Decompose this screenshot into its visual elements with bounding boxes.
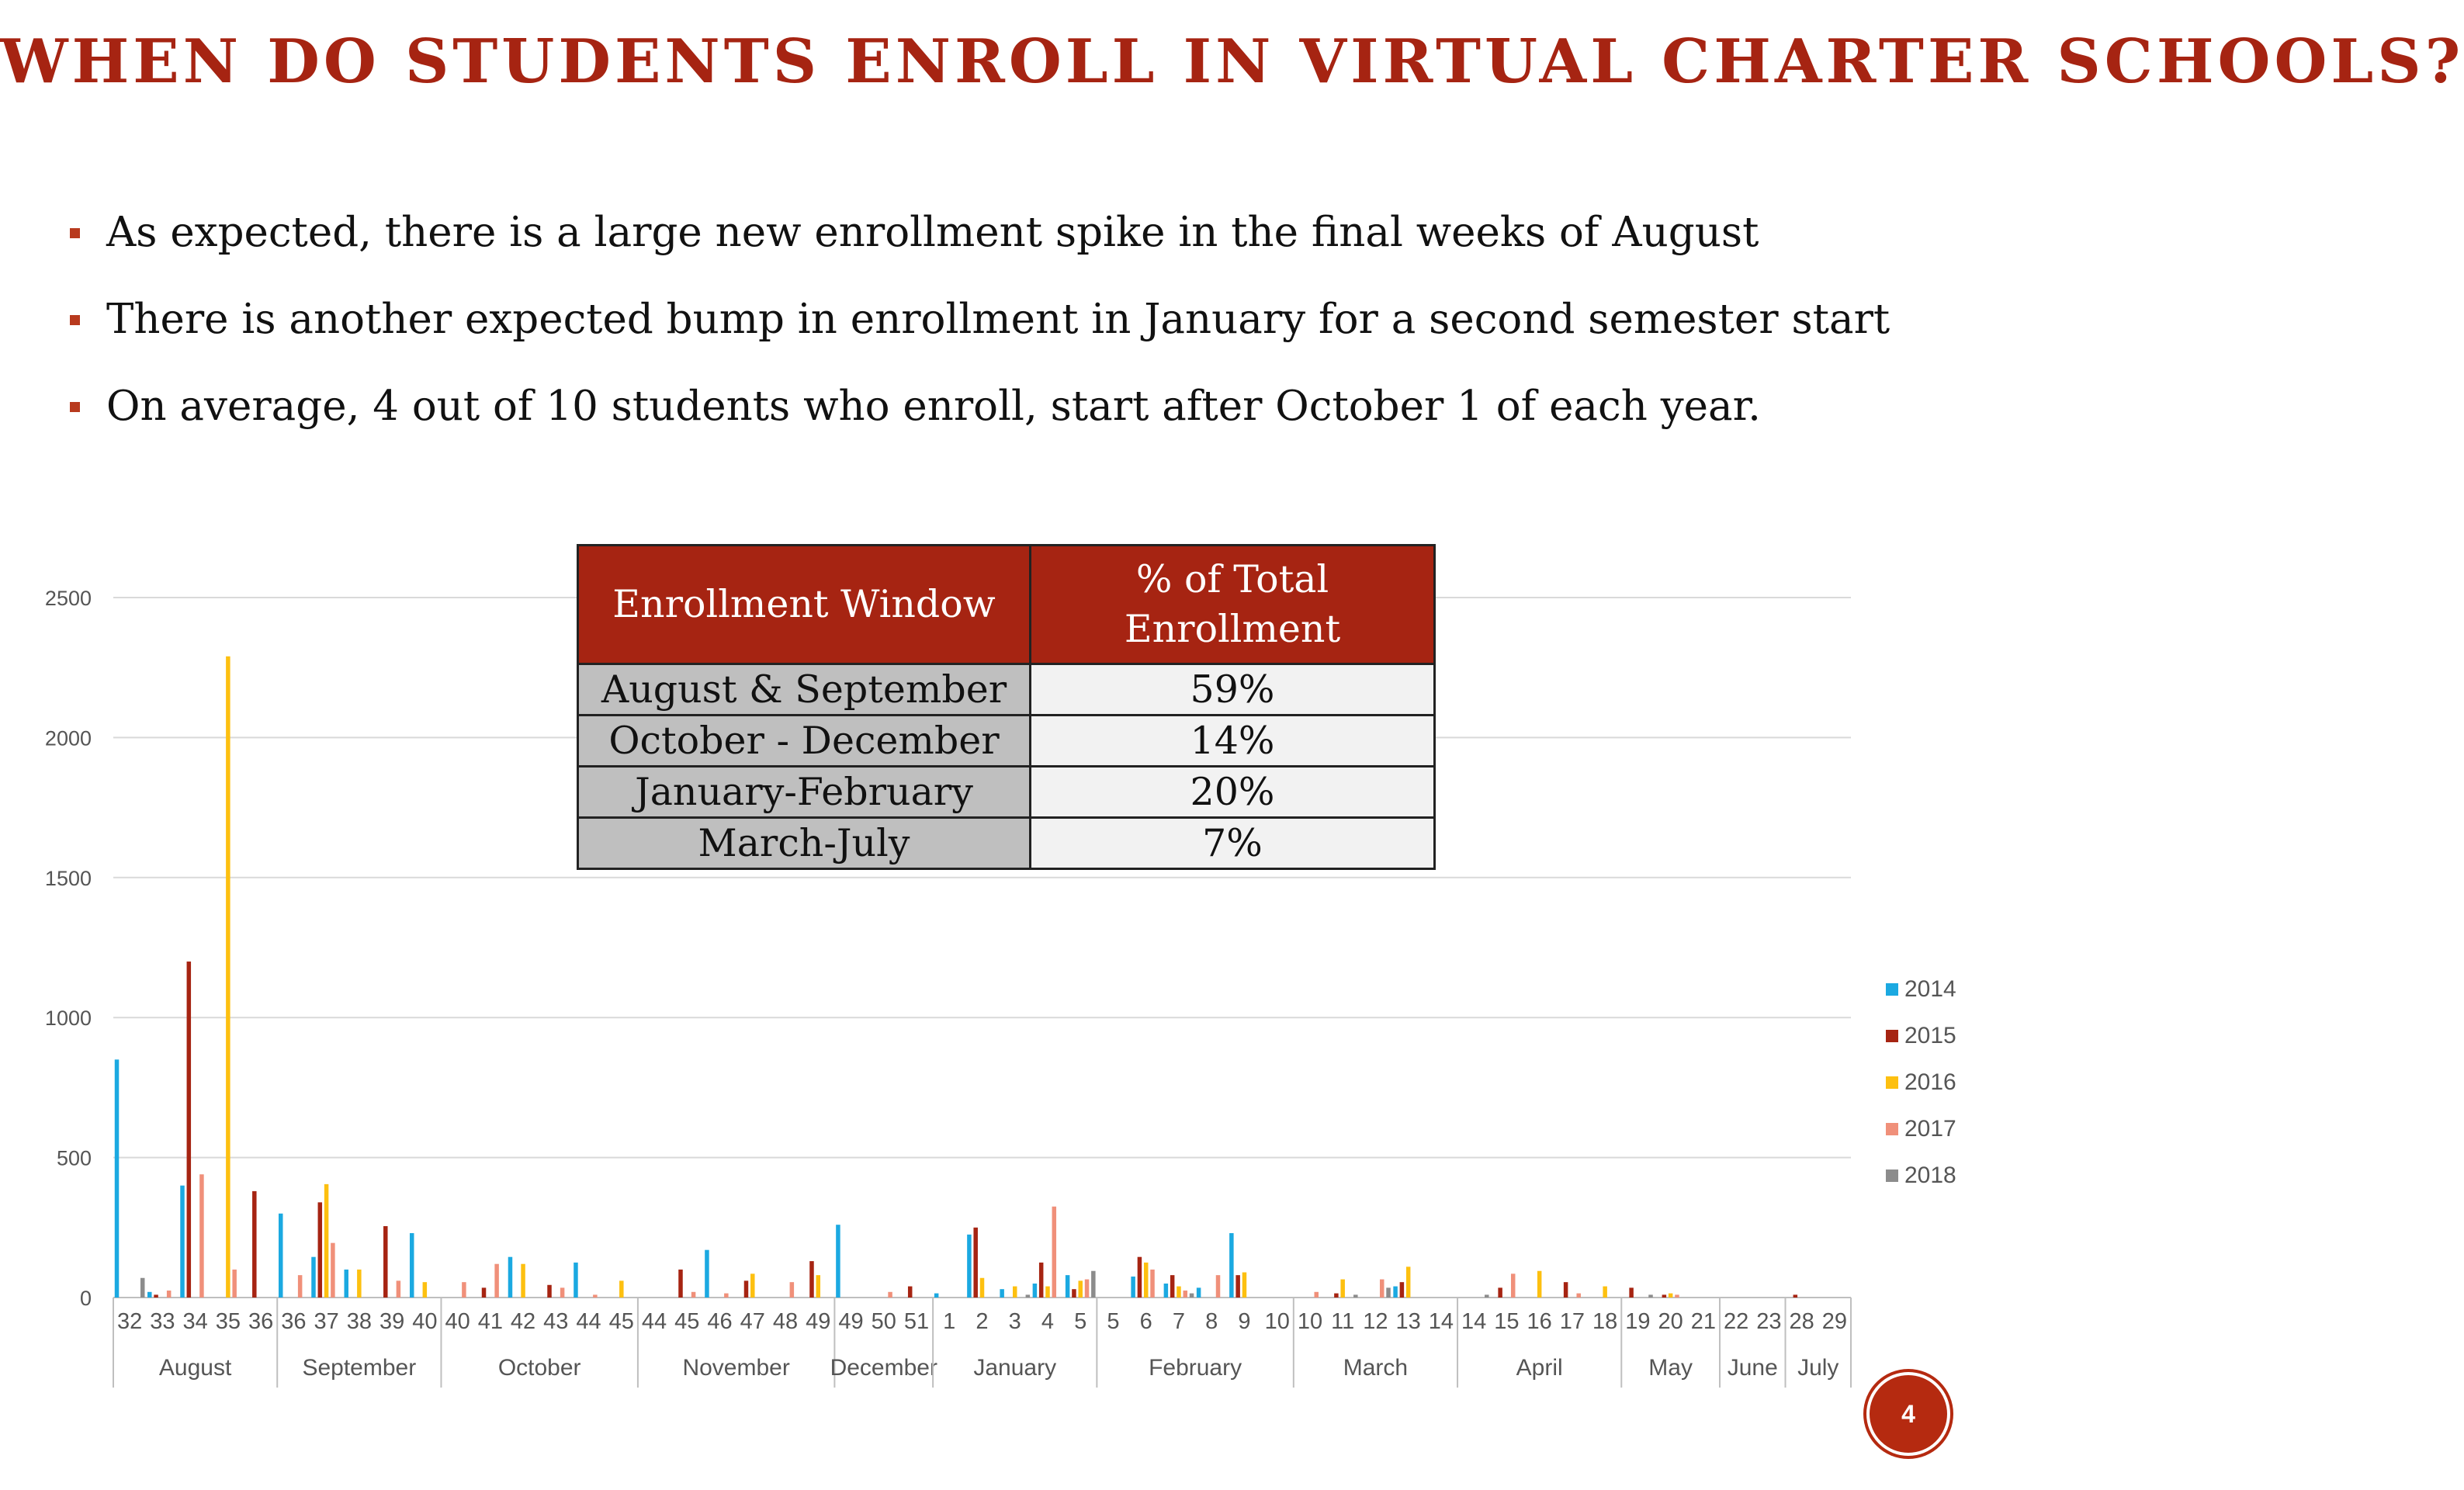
legend-swatch-icon bbox=[1886, 1076, 1898, 1089]
bar-2017 bbox=[888, 1292, 892, 1298]
bar-2017 bbox=[232, 1270, 237, 1298]
bar-2018 bbox=[1386, 1287, 1391, 1298]
bar-2017 bbox=[494, 1264, 499, 1298]
bar-2015 bbox=[547, 1285, 552, 1298]
x-tick-label: 32 bbox=[116, 1309, 143, 1334]
x-tick-label: 28 bbox=[1789, 1309, 1814, 1334]
table-row bbox=[578, 716, 1435, 767]
bar-2016 bbox=[1078, 1280, 1083, 1298]
month-label: March bbox=[1343, 1355, 1409, 1381]
month-label: December bbox=[830, 1355, 937, 1381]
month-label: May bbox=[1648, 1355, 1693, 1381]
bar-2014 bbox=[1066, 1275, 1070, 1298]
x-tick-label: 40 bbox=[445, 1309, 470, 1334]
x-tick-label: 36 bbox=[281, 1309, 307, 1334]
bar-2014 bbox=[934, 1294, 939, 1298]
bar-2015 bbox=[973, 1228, 978, 1298]
bar-2017 bbox=[199, 1174, 204, 1298]
x-tick-label: 35 bbox=[215, 1309, 241, 1334]
bullet-text: There is another expected bump in enrollment in January for a second semester start bbox=[106, 296, 1890, 343]
month-label: November bbox=[682, 1355, 790, 1381]
legend-item bbox=[1886, 1059, 1956, 1106]
bar-2015 bbox=[482, 1287, 487, 1298]
bar-2014 bbox=[344, 1270, 348, 1298]
header-enrollment-window: Enrollment Window bbox=[578, 546, 1031, 664]
y-tick-label: 1500 bbox=[44, 866, 92, 890]
bullet-text: On average, 4 out of 10 students who enroll, start after October 1 of each year. bbox=[106, 383, 1761, 430]
bar-2014 bbox=[1000, 1289, 1004, 1298]
x-tick-label: 4 bbox=[1041, 1309, 1055, 1334]
bar-2015 bbox=[1334, 1294, 1339, 1298]
month-label: July bbox=[1797, 1355, 1839, 1381]
window-cell: August & September bbox=[578, 664, 1031, 716]
x-tick-label: 21 bbox=[1690, 1309, 1717, 1334]
x-tick-label: 44 bbox=[641, 1309, 667, 1334]
chart-legend bbox=[1886, 966, 1956, 1199]
bar-2014 bbox=[508, 1257, 513, 1298]
x-tick-label: 7 bbox=[1172, 1309, 1186, 1334]
bar-2017 bbox=[1216, 1275, 1221, 1298]
x-tick-label: 46 bbox=[707, 1309, 733, 1334]
window-cell: October - December bbox=[578, 716, 1031, 767]
bar-2015 bbox=[1039, 1263, 1044, 1298]
x-tick-label: 45 bbox=[608, 1309, 634, 1334]
bar-2014 bbox=[1393, 1287, 1398, 1298]
bullet-text: As expected, there is a large new enrollment spike in the final weeks of August bbox=[106, 209, 1759, 256]
x-tick-label: 44 bbox=[576, 1309, 601, 1334]
bar-2015 bbox=[1662, 1294, 1667, 1298]
bar-2018 bbox=[1648, 1294, 1653, 1298]
x-tick-label: 17 bbox=[1559, 1309, 1585, 1334]
bar-2016 bbox=[750, 1273, 755, 1298]
x-tick-label: 16 bbox=[1527, 1309, 1552, 1334]
bar-2016 bbox=[980, 1278, 985, 1298]
bar-2015 bbox=[187, 962, 192, 1298]
bar-2017 bbox=[298, 1275, 303, 1298]
legend-label: 2016 bbox=[1904, 1069, 1956, 1095]
bar-2017 bbox=[1576, 1294, 1581, 1298]
month-label: January bbox=[973, 1355, 1057, 1381]
bar-2016 bbox=[423, 1282, 428, 1298]
y-tick-label: 2500 bbox=[44, 587, 92, 610]
bar-2017 bbox=[593, 1294, 598, 1298]
bar-2016 bbox=[1045, 1287, 1050, 1298]
bar-2015 bbox=[318, 1202, 323, 1298]
bar-2015 bbox=[154, 1294, 158, 1298]
bar-2017 bbox=[1052, 1207, 1057, 1298]
x-tick-label: 48 bbox=[772, 1309, 799, 1334]
legend-label: 2014 bbox=[1904, 976, 1956, 1002]
bar-2015 bbox=[1235, 1275, 1240, 1298]
bar-2015 bbox=[1629, 1287, 1634, 1298]
bar-2016 bbox=[521, 1264, 525, 1298]
bar-2016 bbox=[226, 657, 230, 1298]
x-tick-label: 41 bbox=[477, 1309, 503, 1334]
x-tick-label: 10 bbox=[1297, 1309, 1323, 1334]
bar-2016 bbox=[816, 1275, 821, 1298]
page-number-badge: 4 bbox=[1866, 1372, 1950, 1456]
bar-2014 bbox=[1197, 1287, 1201, 1298]
legend-label: 2015 bbox=[1904, 1023, 1956, 1048]
header-pct-total: % of Total Enrollment bbox=[1031, 546, 1435, 664]
legend-label: 2018 bbox=[1904, 1163, 1956, 1188]
legend-swatch-icon bbox=[1886, 1169, 1898, 1182]
x-tick-label: 19 bbox=[1625, 1309, 1651, 1334]
legend-item bbox=[1886, 1013, 1956, 1059]
x-tick-label: 5 bbox=[1107, 1309, 1120, 1334]
month-label: September bbox=[302, 1355, 417, 1381]
bar-2016 bbox=[1537, 1271, 1542, 1298]
bar-2017 bbox=[331, 1243, 335, 1298]
bar-2017 bbox=[462, 1282, 466, 1298]
bar-2017 bbox=[1675, 1294, 1679, 1298]
bar-2015 bbox=[383, 1226, 388, 1298]
x-tick-label: 6 bbox=[1139, 1309, 1152, 1334]
month-label: August bbox=[158, 1355, 232, 1381]
bar-2015 bbox=[1400, 1282, 1405, 1298]
bar-2015 bbox=[1498, 1287, 1502, 1298]
x-tick-label: 39 bbox=[379, 1309, 405, 1334]
bar-2014 bbox=[574, 1263, 578, 1298]
x-tick-label: 29 bbox=[1821, 1309, 1848, 1334]
slide-title: WHEN DO STUDENTS ENROLL IN VIRTUAL CHARTER SCHOOLS? bbox=[0, 26, 2464, 97]
bar-2015 bbox=[908, 1287, 913, 1298]
x-tick-label: 49 bbox=[806, 1309, 831, 1334]
pct-cell: 7% bbox=[1031, 818, 1435, 869]
bar-2018 bbox=[1091, 1271, 1096, 1298]
x-tick-label: 38 bbox=[346, 1309, 372, 1334]
bar-2017 bbox=[560, 1287, 565, 1298]
x-tick-label: 20 bbox=[1658, 1309, 1683, 1334]
bar-2015 bbox=[1138, 1257, 1142, 1298]
legend-item bbox=[1886, 1106, 1956, 1152]
bar-2017 bbox=[167, 1291, 172, 1298]
legend-swatch-icon bbox=[1886, 983, 1898, 996]
bar-2017 bbox=[1150, 1270, 1155, 1298]
bar-2014 bbox=[1131, 1277, 1135, 1298]
x-tick-label: 43 bbox=[543, 1309, 569, 1334]
bar-2017 bbox=[724, 1294, 729, 1298]
bar-2016 bbox=[1340, 1280, 1345, 1298]
month-label: June bbox=[1727, 1355, 1778, 1381]
bar-2016 bbox=[1669, 1294, 1673, 1298]
bar-2017 bbox=[691, 1292, 696, 1298]
bar-2016 bbox=[1406, 1266, 1411, 1298]
bar-2015 bbox=[1564, 1282, 1568, 1298]
y-tick-label: 0 bbox=[79, 1287, 92, 1310]
x-tick-label: 3 bbox=[1008, 1309, 1021, 1334]
x-tick-label: 23 bbox=[1756, 1309, 1782, 1334]
window-cell: January-February bbox=[578, 767, 1031, 818]
enrollment-window-table bbox=[577, 544, 1436, 870]
month-label: October bbox=[497, 1355, 581, 1381]
bar-2014 bbox=[1164, 1284, 1169, 1298]
bar-2018 bbox=[1485, 1294, 1489, 1298]
bar-2016 bbox=[1242, 1273, 1247, 1298]
bar-2014 bbox=[836, 1225, 840, 1298]
bar-2017 bbox=[1085, 1280, 1090, 1298]
y-tick-label: 1000 bbox=[44, 1007, 92, 1031]
bar-2016 bbox=[357, 1270, 362, 1298]
table-header-row bbox=[578, 546, 1435, 664]
bar-2014 bbox=[1229, 1233, 1234, 1298]
x-tick-label: 14 bbox=[1428, 1309, 1454, 1334]
x-tick-label: 51 bbox=[903, 1309, 930, 1334]
x-tick-label: 13 bbox=[1395, 1309, 1421, 1334]
table-row bbox=[578, 664, 1435, 716]
y-tick-label: 500 bbox=[56, 1146, 92, 1170]
month-label: April bbox=[1516, 1355, 1563, 1381]
legend-swatch-icon bbox=[1886, 1123, 1898, 1135]
x-tick-label: 5 bbox=[1074, 1309, 1087, 1334]
bar-2014 bbox=[279, 1214, 283, 1298]
bar-2016 bbox=[1144, 1263, 1149, 1298]
table-row bbox=[578, 767, 1435, 818]
bar-2016 bbox=[1013, 1287, 1017, 1298]
bar-2017 bbox=[1183, 1291, 1188, 1298]
bar-2015 bbox=[1170, 1275, 1175, 1298]
bar-2016 bbox=[324, 1184, 329, 1298]
bar-2014 bbox=[410, 1233, 414, 1298]
bar-2018 bbox=[140, 1278, 145, 1298]
x-tick-label: 40 bbox=[412, 1309, 438, 1334]
bar-2014 bbox=[311, 1257, 316, 1298]
bar-2018 bbox=[1190, 1294, 1194, 1298]
x-tick-label: 11 bbox=[1331, 1309, 1355, 1334]
legend-item bbox=[1886, 1152, 1956, 1199]
legend-label: 2017 bbox=[1904, 1116, 1956, 1142]
legend-swatch-icon bbox=[1886, 1030, 1898, 1042]
y-tick-label: 2000 bbox=[44, 726, 92, 750]
bar-2014 bbox=[115, 1059, 120, 1298]
x-tick-label: 2 bbox=[976, 1309, 989, 1334]
bar-2017 bbox=[1511, 1273, 1516, 1298]
bar-2015 bbox=[744, 1280, 749, 1298]
x-tick-label: 9 bbox=[1238, 1309, 1251, 1334]
x-tick-label: 22 bbox=[1724, 1309, 1749, 1334]
x-tick-label: 33 bbox=[150, 1309, 175, 1334]
legend-item bbox=[1886, 966, 1956, 1013]
bar-2016 bbox=[1177, 1287, 1181, 1298]
x-tick-label: 18 bbox=[1592, 1309, 1618, 1334]
x-tick-label: 45 bbox=[674, 1309, 700, 1334]
pct-cell: 59% bbox=[1031, 664, 1435, 716]
x-tick-label: 47 bbox=[740, 1309, 765, 1334]
x-tick-label: 10 bbox=[1264, 1309, 1290, 1334]
bar-2015 bbox=[678, 1270, 683, 1298]
x-tick-label: 15 bbox=[1494, 1309, 1520, 1334]
x-tick-label: 34 bbox=[182, 1309, 208, 1334]
bar-2014 bbox=[967, 1235, 972, 1298]
month-label: February bbox=[1149, 1355, 1242, 1381]
bar-2017 bbox=[790, 1282, 795, 1298]
bar-2014 bbox=[705, 1250, 709, 1298]
pct-cell: 20% bbox=[1031, 767, 1435, 818]
bar-2017 bbox=[1380, 1280, 1384, 1298]
window-cell: March-July bbox=[578, 818, 1031, 869]
bar-2015 bbox=[1793, 1294, 1798, 1298]
bar-2015 bbox=[809, 1261, 814, 1298]
bar-2015 bbox=[1072, 1289, 1076, 1298]
x-tick-label: 36 bbox=[248, 1309, 274, 1334]
bar-2018 bbox=[1026, 1294, 1031, 1298]
table-row bbox=[578, 818, 1435, 869]
bar-2014 bbox=[1033, 1284, 1038, 1298]
bar-2014 bbox=[147, 1292, 152, 1298]
bar-2018 bbox=[1353, 1294, 1358, 1298]
x-tick-label: 14 bbox=[1461, 1309, 1487, 1334]
bar-2016 bbox=[1603, 1287, 1607, 1298]
bar-2014 bbox=[180, 1186, 185, 1298]
x-tick-label: 42 bbox=[510, 1309, 536, 1334]
x-tick-label: 37 bbox=[314, 1309, 339, 1334]
x-tick-label: 49 bbox=[838, 1309, 864, 1334]
pct-cell: 14% bbox=[1031, 716, 1435, 767]
x-tick-label: 50 bbox=[871, 1309, 896, 1334]
bar-2017 bbox=[1315, 1292, 1319, 1298]
x-tick-label: 1 bbox=[943, 1309, 956, 1334]
bar-2015 bbox=[252, 1191, 257, 1298]
x-tick-label: 8 bbox=[1205, 1309, 1218, 1334]
bar-2016 bbox=[619, 1280, 624, 1298]
x-tick-label: 12 bbox=[1363, 1309, 1388, 1334]
bar-2017 bbox=[397, 1280, 400, 1298]
